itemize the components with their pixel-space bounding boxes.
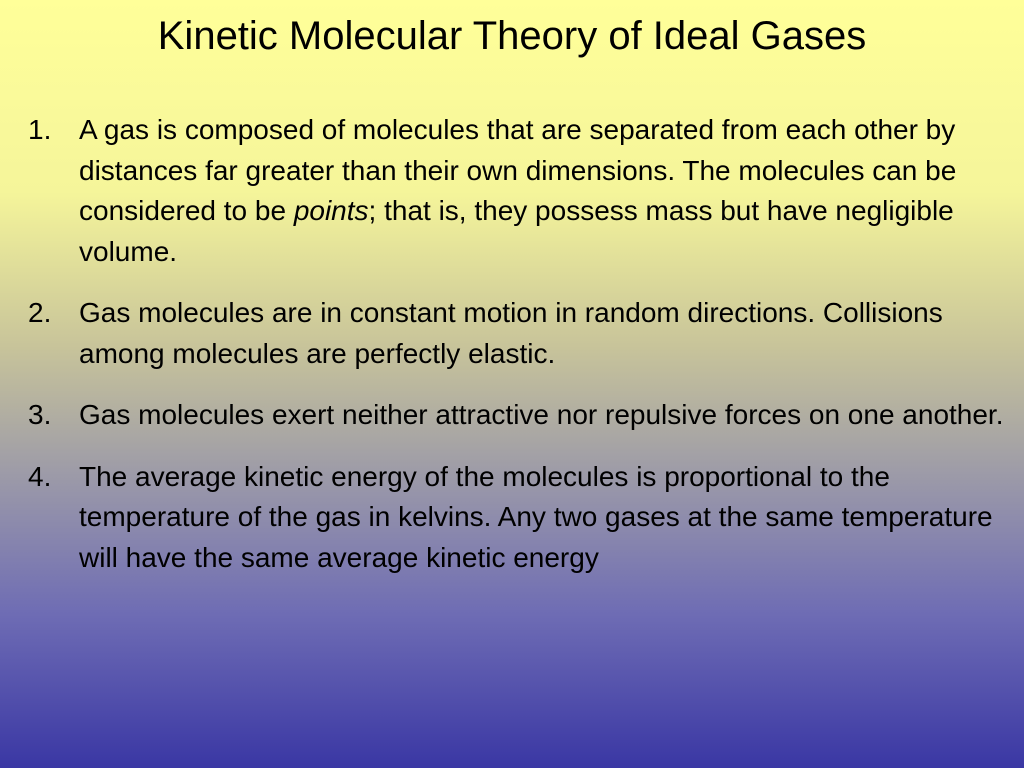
postulate-text-part: A gas is composed of molecules that are separated from each other by distances far greater than their own dimensions. The molecules can be considered to be: [79, 114, 957, 226]
postulate-number: 2.: [28, 297, 52, 328]
postulate-item-1: [28, 110, 1008, 272]
postulate-number: 1.: [28, 114, 52, 145]
postulate-text: Gas molecules are in constant motion in random directions. Collisions among molecules are perfectly elastic.: [79, 297, 943, 369]
postulate-text: [79, 110, 1008, 272]
postulate-item-2: [28, 293, 1008, 374]
postulate-list: [28, 110, 1008, 599]
slide-title: Kinetic Molecular Theory of Ideal Gases: [157, 14, 867, 58]
postulate-text-part: ; that is, they possess mass but have negligible volume.: [79, 195, 954, 267]
postulate-emphasis: points: [293, 195, 369, 226]
postulate-number: 3.: [28, 399, 52, 430]
postulate-number: 4.: [28, 460, 52, 492]
postulate-item-4: [28, 457, 1008, 579]
postulate-item-3: [28, 395, 1008, 436]
postulate-text: Gas molecules exert neither attractive nor repulsive forces on one another.: [79, 399, 1004, 430]
postulate-text: The average kinetic energy of the molecules is proportional to the temperature of the gas in kelvins. Any two gases at the same temperature will have the same average kinetic energy: [79, 460, 993, 573]
